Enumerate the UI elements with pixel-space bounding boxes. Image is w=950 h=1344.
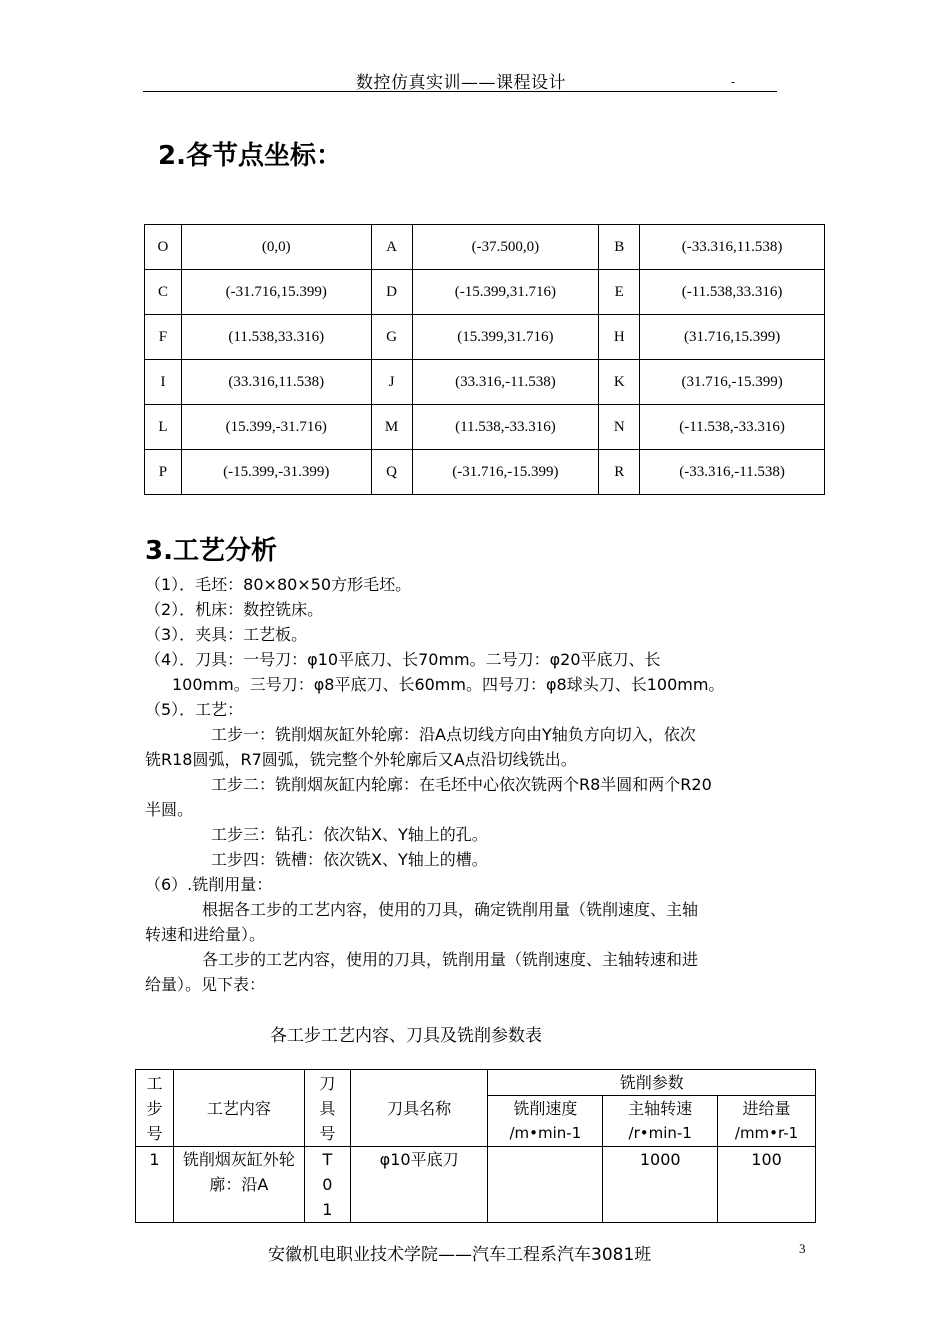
para-2: 各工步的工艺内容，使用的刀具，铣削用量（铣削速度、主轴转速和进 bbox=[202, 950, 699, 969]
node-coordinate: (-11.538,-33.316) bbox=[640, 405, 825, 450]
item-5: （5）．工艺： bbox=[145, 700, 244, 719]
node-label: F bbox=[145, 315, 182, 360]
header-spindle-unit: /r•min-1 bbox=[603, 1121, 718, 1147]
node-label: E bbox=[599, 270, 640, 315]
header-content: 工艺内容 bbox=[173, 1070, 304, 1147]
table-row bbox=[145, 405, 825, 450]
para-1-cont: 转速和进给量）。 bbox=[145, 925, 266, 944]
footer-text: 安徽机电职业技术学院——汽车工程系汽车3081班 bbox=[268, 1245, 652, 1265]
node-label: D bbox=[371, 270, 412, 315]
node-label: L bbox=[145, 405, 182, 450]
node-coordinates-table bbox=[144, 224, 825, 495]
node-coordinate: (0,0) bbox=[181, 225, 371, 270]
section3-title: 3.工艺分析 bbox=[145, 536, 277, 566]
node-label: C bbox=[145, 270, 182, 315]
item-4: （4）．刀具：一号刀：φ10平底刀、长70mm。二号刀：φ20平底刀、长 bbox=[145, 650, 661, 669]
table-caption: 各工步工艺内容、刀具及铣削参数表 bbox=[270, 1026, 542, 1046]
table-row bbox=[136, 1147, 816, 1223]
process-analysis-body bbox=[145, 572, 810, 997]
item-6: （6）.铣削用量： bbox=[145, 875, 273, 894]
node-label: M bbox=[371, 405, 412, 450]
node-label: A bbox=[371, 225, 412, 270]
header-feed-unit: /mm•r-1 bbox=[718, 1121, 816, 1147]
header-speed: 铣削速度 bbox=[488, 1096, 603, 1122]
section2-title: 2.各节点坐标： bbox=[158, 141, 342, 171]
step-1: 工步一：铣削烟灰缸外轮廓：沿A点切线方向由Y轴负方向切入，依次 bbox=[211, 725, 696, 744]
header-rule bbox=[143, 91, 777, 92]
step-3: 工步三：钻孔：依次钻X、Y轴上的孔。 bbox=[211, 825, 488, 844]
cell-speed bbox=[488, 1147, 603, 1223]
header-title: 数控仿真实训——课程设计 bbox=[356, 73, 566, 93]
node-label: N bbox=[599, 405, 640, 450]
header-mark: - bbox=[731, 75, 736, 89]
cell-content: 铣削烟灰缸外轮廓：沿A bbox=[173, 1147, 304, 1223]
node-coordinate: (31.716,15.399) bbox=[640, 315, 825, 360]
header-cut-params: 铣削参数 bbox=[488, 1070, 816, 1096]
cell-spindle: 1000 bbox=[603, 1147, 718, 1223]
node-coordinate: (-37.500,0) bbox=[412, 225, 599, 270]
cell-feed: 100 bbox=[718, 1147, 816, 1223]
node-coordinate: (31.716,-15.399) bbox=[640, 360, 825, 405]
node-coordinate: (-33.316,11.538) bbox=[640, 225, 825, 270]
table-row bbox=[145, 315, 825, 360]
header-feed: 进给量 bbox=[718, 1096, 816, 1122]
node-label: B bbox=[599, 225, 640, 270]
item-3: （3）．夹具：工艺板。 bbox=[145, 625, 308, 644]
item-2: （2）．机床：数控铣床。 bbox=[145, 600, 324, 619]
node-label: H bbox=[599, 315, 640, 360]
table-row bbox=[145, 270, 825, 315]
node-label: P bbox=[145, 450, 182, 495]
cell-tool-no: T01 bbox=[304, 1147, 350, 1223]
step-2-cont: 半圆。 bbox=[145, 800, 194, 819]
node-label: Q bbox=[371, 450, 412, 495]
node-coordinate: (33.316,11.538) bbox=[181, 360, 371, 405]
header-spindle: 主轴转速 bbox=[603, 1096, 718, 1122]
node-coordinate: (33.316,-11.538) bbox=[412, 360, 599, 405]
node-coordinate: (-11.538,33.316) bbox=[640, 270, 825, 315]
para-1: 根据各工步的工艺内容，使用的刀具，确定铣削用量（铣削速度、主轴 bbox=[202, 900, 699, 919]
node-coordinate: (-31.716,15.399) bbox=[181, 270, 371, 315]
step-4: 工步四：铣槽：依次铣X、Y轴上的槽。 bbox=[211, 850, 488, 869]
para-2-cont: 给量）。见下表： bbox=[145, 975, 266, 994]
node-label: O bbox=[145, 225, 182, 270]
page-number: 3 bbox=[799, 1241, 806, 1256]
cell-tool-name: φ10平底刀 bbox=[350, 1147, 488, 1223]
cutting-parameters-table bbox=[135, 1069, 816, 1223]
header-tool-no: 刀具号 bbox=[304, 1070, 350, 1147]
node-coordinate: (-15.399,31.716) bbox=[412, 270, 599, 315]
node-label: I bbox=[145, 360, 182, 405]
header-speed-unit: /m•min-1 bbox=[488, 1121, 603, 1147]
coords-body bbox=[145, 225, 825, 495]
node-label: G bbox=[371, 315, 412, 360]
table-row bbox=[145, 450, 825, 495]
node-coordinate: (-33.316,-11.538) bbox=[640, 450, 825, 495]
node-coordinate: (15.399,-31.716) bbox=[181, 405, 371, 450]
node-coordinate: (15.399,31.716) bbox=[412, 315, 599, 360]
item-4-cont: 100mm。三号刀：φ8平底刀、长60mm。四号刀：φ8球头刀、长100mm。 bbox=[172, 675, 725, 694]
node-label: R bbox=[599, 450, 640, 495]
node-coordinate: (11.538,-33.316) bbox=[412, 405, 599, 450]
step-1-cont: 铣R18圆弧，R7圆弧，铣完整个外轮廓后又A点沿切线铣出。 bbox=[145, 750, 577, 769]
node-label: K bbox=[599, 360, 640, 405]
node-label: J bbox=[371, 360, 412, 405]
step-2: 工步二：铣削烟灰缸内轮廓：在毛坯中心依次铣两个R8半圆和两个R20 bbox=[211, 775, 712, 794]
item-1: （1）．毛坯：80×80×50方形毛坯。 bbox=[145, 575, 412, 594]
table-row bbox=[145, 360, 825, 405]
cell-step: 1 bbox=[136, 1147, 174, 1223]
node-coordinate: (-31.716,-15.399) bbox=[412, 450, 599, 495]
header-tool-name: 刀具名称 bbox=[350, 1070, 488, 1147]
header-step-no: 工步号 bbox=[136, 1070, 174, 1147]
node-coordinate: (-15.399,-31.399) bbox=[181, 450, 371, 495]
table-row bbox=[145, 225, 825, 270]
node-coordinate: (11.538,33.316) bbox=[181, 315, 371, 360]
